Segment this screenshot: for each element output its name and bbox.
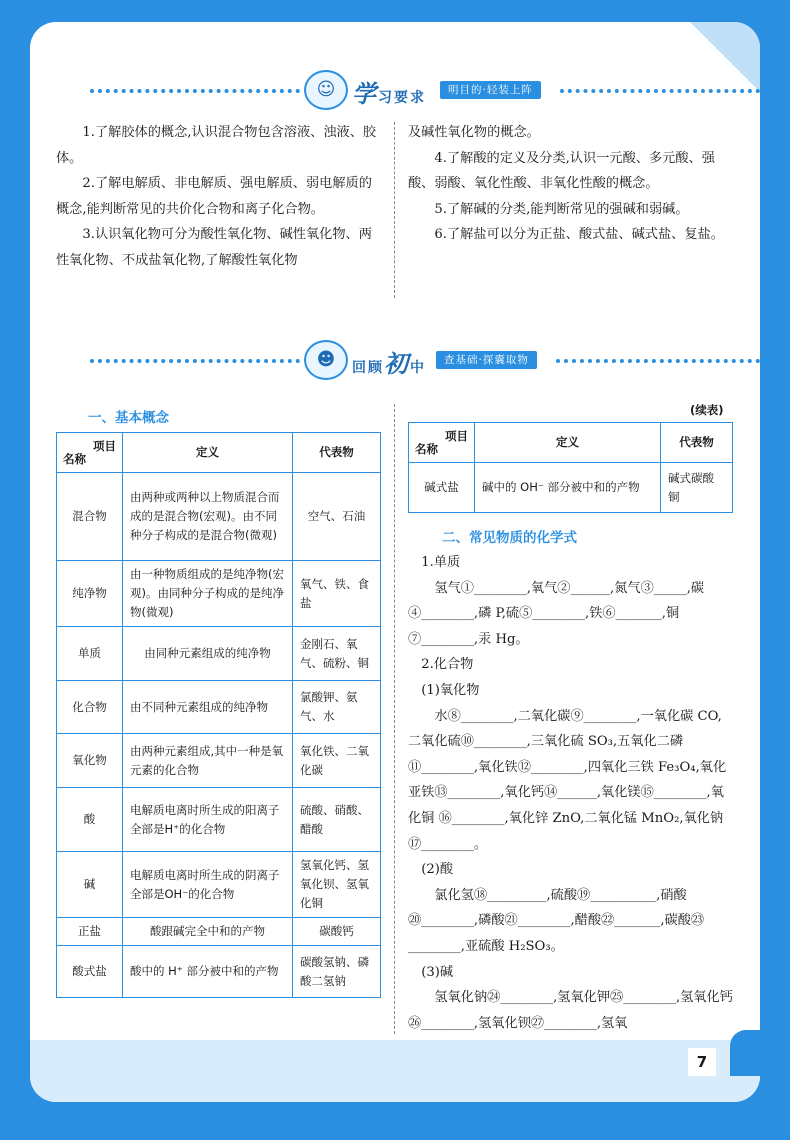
section-title: 学习要求 — [352, 80, 426, 108]
concepts-table — [56, 432, 381, 998]
row-representative: 硫酸、硝酸、醋酸 — [293, 788, 381, 852]
row-name: 酸式盐 — [57, 946, 123, 998]
formula-line: 1.单质 — [421, 555, 461, 570]
column-divider — [394, 122, 395, 298]
continued-table — [408, 422, 733, 513]
formula-line: 水⑧________,二氧化碳⑨________,一氧化碳 CO,二氧化硫⑩________,三氧化硫 SO₃,五氧化二磷⑪________,氧化铁⑫________,四氧化三铁 Fe₃O₄,氧化亚铁⑬________,氧化钙⑭______,氧化镁⑮________,氧化铜 ⑯________,氧化锌 ZnO,二氧化锰 MnO₂,氧化钠⑰________。 — [408, 708, 727, 852]
table-header-corner — [409, 423, 475, 463]
column-divider — [394, 404, 395, 1034]
row-name: 纯净物 — [57, 561, 123, 627]
table-row — [409, 463, 733, 513]
requirement-item: 及碱性氧化物的概念。 — [408, 125, 540, 140]
table-row — [57, 627, 381, 681]
row-representative: 空气、石油 — [293, 473, 381, 561]
row-definition: 由两种或两种以上物质混合而成的是混合物(宏观)。由不同种分子构成的是混合物(微观) — [123, 473, 293, 561]
formula-line: 2.化合物 — [421, 657, 474, 673]
row-representative: 碳酸钙 — [293, 918, 381, 946]
header-item: 项目 — [93, 439, 116, 453]
row-name: 正盐 — [57, 918, 123, 946]
dotted-line — [90, 89, 300, 93]
formula-line: 氢气①________,氧气②______,氮气③_____,碳④________,磷 P,硫⑤________,铁⑥_______,铜⑦________,汞 Hg。 — [408, 580, 705, 647]
requirement-item: 6.了解盐可以分为正盐、酸式盐、碱式盐、复盐。 — [434, 227, 724, 242]
header-representative: 代表物 — [293, 433, 381, 473]
header-representative: 代表物 — [661, 423, 733, 463]
requirement-item: 2.了解电解质、非电解质、强电解质、弱电解质的概念,能判断常见的共价化合物和离子化合物。 — [56, 176, 372, 217]
table-row — [57, 918, 381, 946]
row-representative: 金刚石、氧气、硫粉、铜 — [293, 627, 381, 681]
row-definition: 由一种物质组成的是纯净物(宏观)。由同种分子构成的是纯净物(微观) — [123, 561, 293, 627]
formula-line: 氢氧化钠㉔________,氢氧化钾㉕________,氢氧化钙㉖________,氢氧化钡㉗________,氢氧 — [408, 990, 733, 1031]
table-header-corner — [57, 433, 123, 473]
formula-line: 氯化氢⑱_________,硫酸⑲__________,硝酸⑳________,磷酸㉑________,醋酸㉒_______,碳酸㉓________,亚硫酸 H₂SO₃。 — [408, 887, 705, 954]
page-footer-band — [30, 1040, 760, 1102]
boy-smile-icon: ☻ — [304, 340, 348, 380]
section-header-requirements — [90, 70, 760, 110]
table-row — [57, 473, 381, 561]
continued-label: (续表) — [690, 403, 724, 417]
dotted-line — [560, 89, 760, 93]
row-name: 氧化物 — [57, 734, 123, 788]
row-representative: 氧气、铁、食盐 — [293, 561, 381, 627]
table-header-row — [57, 433, 381, 473]
page-number: 7 — [688, 1048, 716, 1076]
boy-glasses-icon: ☺ — [304, 70, 348, 110]
row-definition: 酸跟碱完全中和的产物 — [123, 918, 293, 946]
concepts-heading: 一、基本概念 — [88, 410, 169, 426]
row-name: 化合物 — [57, 681, 123, 734]
table-row — [57, 788, 381, 852]
table-row — [57, 681, 381, 734]
row-name: 酸 — [57, 788, 123, 852]
table-row — [57, 946, 381, 998]
row-definition: 电解质电离时所生成的阳离子全部是H⁺的化合物 — [123, 788, 293, 852]
book-mascot-icon — [730, 1030, 760, 1076]
table-row — [57, 561, 381, 627]
dotted-line — [90, 359, 300, 363]
formulas-heading: 二、常见物质的化学式 — [442, 530, 577, 546]
row-representative: 氢氧化钙、氢氧化钡、氢氧化铜 — [293, 852, 381, 918]
section-tag: 明目的·轻装上阵 — [440, 81, 541, 99]
requirements-left — [56, 120, 382, 273]
row-definition: 由同种元素组成的纯净物 — [123, 627, 293, 681]
header-name: 名称 — [63, 452, 86, 466]
row-name: 混合物 — [57, 473, 123, 561]
formula-line: (2)酸 — [421, 862, 454, 878]
row-representative: 碱式碳酸铜 — [661, 463, 733, 513]
row-representative: 氯酸钾、氨气、水 — [293, 681, 381, 734]
section-header-review — [90, 340, 760, 380]
row-name: 碱 — [57, 852, 123, 918]
dotted-line — [556, 359, 760, 363]
formulas-body — [408, 550, 734, 1036]
row-name: 碱式盐 — [409, 463, 475, 513]
requirement-item: 1.了解胶体的概念,认识混合物包含溶液、浊液、胶体。 — [56, 125, 377, 166]
row-definition: 电解质电离时所生成的阴离子全部是OH⁻的化合物 — [123, 852, 293, 918]
formula-line: (1)氧化物 — [421, 682, 480, 698]
row-definition: 由不同种元素组成的纯净物 — [123, 681, 293, 734]
header-definition: 定义 — [475, 423, 661, 463]
header-definition: 定义 — [123, 433, 293, 473]
table-header-row — [409, 423, 733, 463]
row-definition: 由两种元素组成,其中一种是氧元素的化合物 — [123, 734, 293, 788]
requirement-item: 3.认识氧化物可分为酸性氧化物、碱性氧化物、两性氧化物、不成盐氧化物,了解酸性氧化物 — [56, 227, 372, 268]
page — [30, 22, 760, 1102]
header-name: 名称 — [415, 442, 438, 456]
header-item: 项目 — [445, 429, 468, 443]
row-name: 单质 — [57, 627, 123, 681]
formula-line: (3)碱 — [421, 964, 454, 980]
table-row — [57, 852, 381, 918]
row-representative: 碳酸氢钠、磷酸二氢钠 — [293, 946, 381, 998]
section-title: 回顾初中 — [352, 350, 426, 378]
row-definition: 碱中的 OH⁻ 部分被中和的产物 — [475, 463, 661, 513]
requirements-right — [408, 120, 736, 248]
requirement-item: 5.了解碱的分类,能判断常见的强碱和弱碱。 — [434, 201, 689, 217]
section-tag: 查基础·探囊取物 — [436, 351, 537, 369]
table-row — [57, 734, 381, 788]
row-representative: 氧化铁、二氧化碳 — [293, 734, 381, 788]
row-definition: 酸中的 H⁺ 部分被中和的产物 — [123, 946, 293, 998]
requirement-item: 4.了解酸的定义及分类,认识一元酸、多元酸、强酸、弱酸、氧化性酸、非氧化性酸的概念。 — [408, 150, 715, 191]
